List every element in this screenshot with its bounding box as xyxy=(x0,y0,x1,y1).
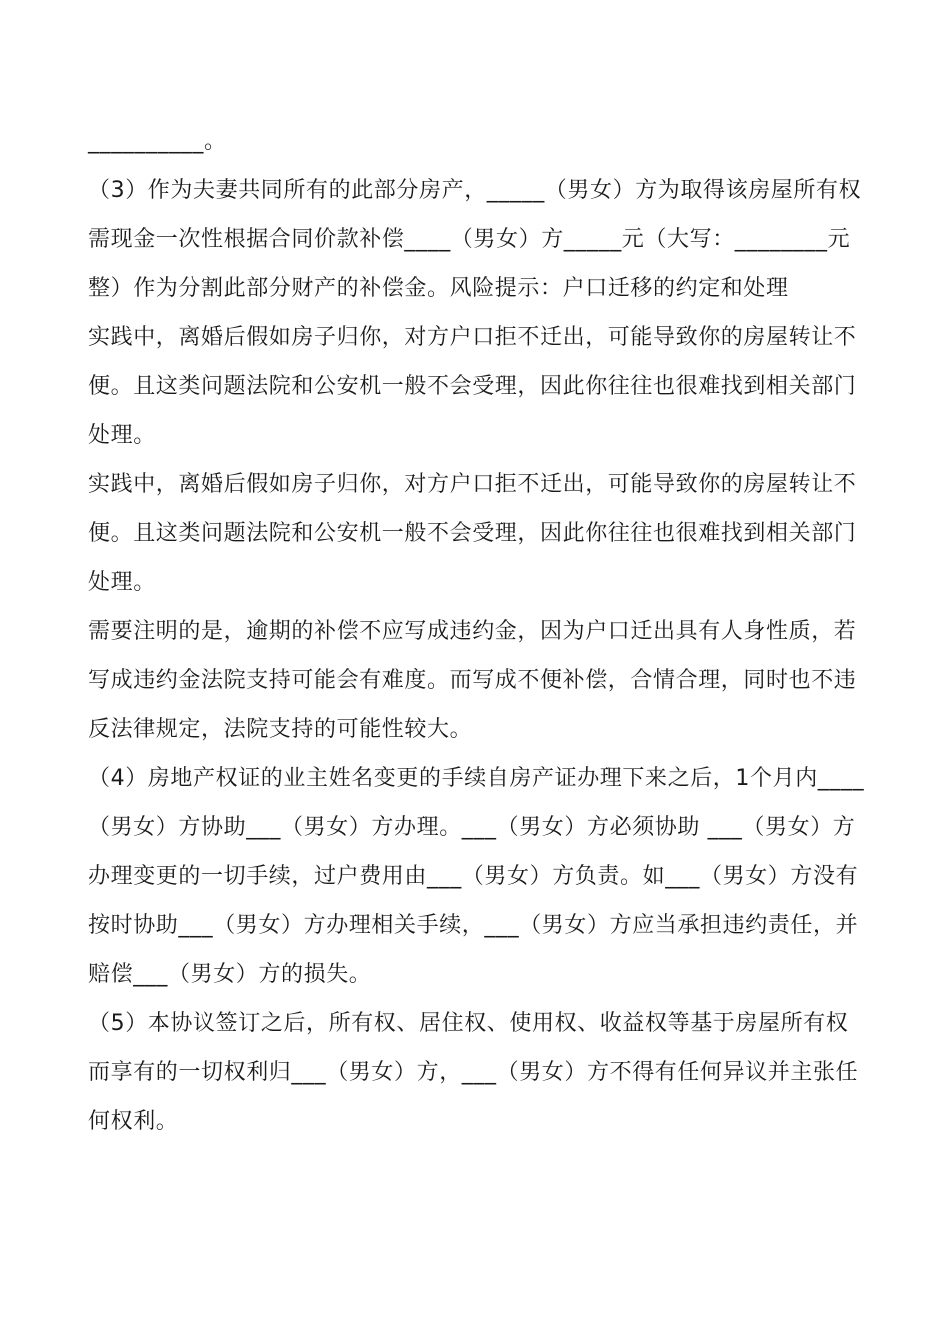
paragraph-practice-note-2: 实践中，离婚后假如房子归你，对方户口拒不迁出，可能导致你的房屋转让不便。且这类问题法院和公安机一般不会受理，因此你往往也很难找到相关部门处理。 xyxy=(88,472,857,595)
paragraph-compensation-note: 需要注明的是，逾期的补偿不应写成违约金，因为户口迁出具有人身性质，若写成违约金法院支持可能会有难度。而写成不便补偿，合情合理，同时也不违反法律规定，法院支持的可能性较大。 xyxy=(88,619,857,742)
paragraph-clause-4: （4）房地产权证的业主姓名变更的手续自房产证办理下来之后，1个月内____（男女）方协助___（男女）方办理。___（男女）方必须协助 ___（男女）方办理变更的一切手续，过户费用由___（男女）方负责。如___（男女）方没有按时协助___（男女）方办理相关手续，___（男女）方应当承担违约责任，并赔偿___（男女）方的损失。 xyxy=(88,766,865,987)
paragraph-clause-5: （5）本协议签订之后，所有权、居住权、使用权、收益权等基于房屋所有权而享有的一切权利归___（男女）方，___（男女）方不得有任何异议并主张任何权利。 xyxy=(88,1011,859,1134)
paragraph-blank-line: __________。 xyxy=(88,129,227,154)
document-body xyxy=(88,117,868,1146)
paragraph-clause-3: （3）作为夫妻共同所有的此部分房产，_____（男女）方为取得该房屋所有权需现金一次性根据合同价款补偿____（男女）方_____元（大写：________元整）作为分割此部分财产的补偿金。风险提示：户口迁移的约定和处理 xyxy=(88,178,862,301)
paragraph-practice-note-1: 实践中，离婚后假如房子归你，对方户口拒不迁出，可能导致你的房屋转让不便。且这类问题法院和公安机一般不会受理，因此你往往也很难找到相关部门处理。 xyxy=(88,325,857,448)
